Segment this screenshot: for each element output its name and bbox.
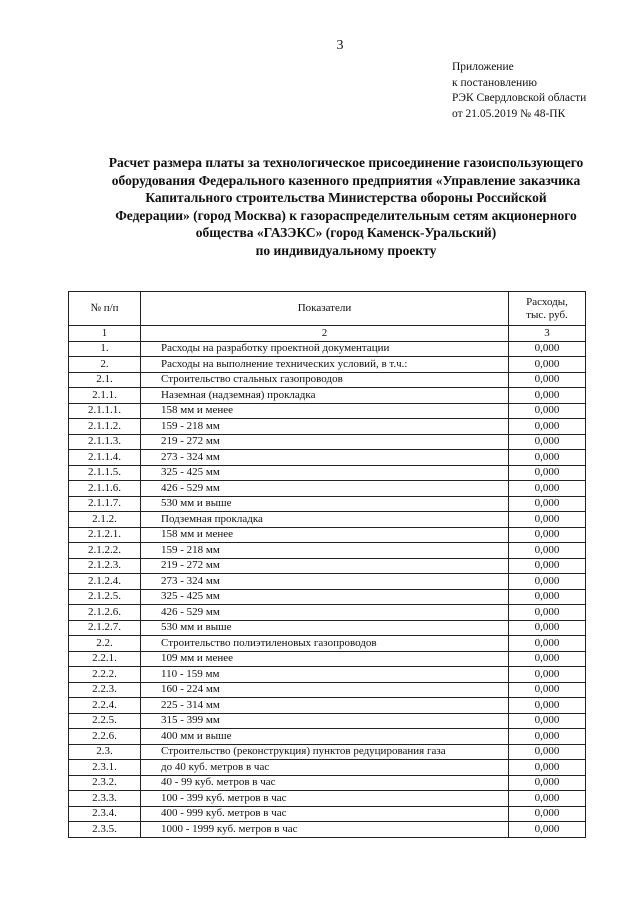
- table-row: [69, 419, 586, 435]
- row-indicator: 159 - 218 мм: [141, 543, 509, 559]
- row-indicator: 160 - 224 мм: [141, 682, 509, 698]
- row-number: 2.3.2.: [69, 775, 141, 791]
- row-number: 2.2.2.: [69, 667, 141, 683]
- row-number: 2.1.2.: [69, 512, 141, 528]
- row-indicator: Расходы на выполнение технических условий, в т.ч.:: [141, 357, 509, 373]
- row-value: 0,000: [509, 806, 586, 822]
- header-value: [509, 292, 586, 326]
- table-row: [69, 605, 586, 621]
- row-indicator: 273 - 324 мм: [141, 450, 509, 466]
- row-value: 0,000: [509, 760, 586, 776]
- table-row: [69, 775, 586, 791]
- row-number: 2.1.2.5.: [69, 589, 141, 605]
- appendix-line: Приложение: [452, 61, 514, 73]
- row-number: 2.3.: [69, 744, 141, 760]
- row-value: 0,000: [509, 636, 586, 652]
- row-value: 0,000: [509, 558, 586, 574]
- table-row: [69, 574, 586, 590]
- calculation-table: [68, 291, 586, 838]
- row-number: 2.1.1.: [69, 388, 141, 404]
- column-number-row: [69, 326, 586, 342]
- row-indicator: до 40 куб. метров в час: [141, 760, 509, 776]
- row-value: 0,000: [509, 713, 586, 729]
- row-value: 0,000: [509, 791, 586, 807]
- header-value-line1: Расходы,: [526, 295, 568, 308]
- table-row: [69, 465, 586, 481]
- row-value: 0,000: [509, 589, 586, 605]
- row-indicator: 219 - 272 мм: [141, 558, 509, 574]
- row-number: 2.1.2.1.: [69, 527, 141, 543]
- row-value: 0,000: [509, 341, 586, 357]
- row-value: 0,000: [509, 434, 586, 450]
- column-number: 2: [141, 326, 509, 342]
- row-number: 2.2.: [69, 636, 141, 652]
- row-value: 0,000: [509, 744, 586, 760]
- row-value: 0,000: [509, 822, 586, 838]
- column-number: 1: [69, 326, 141, 342]
- row-number: 2.2.1.: [69, 651, 141, 667]
- row-indicator: Строительство стальных газопроводов: [141, 372, 509, 388]
- row-indicator: 325 - 425 мм: [141, 589, 509, 605]
- row-value: 0,000: [509, 465, 586, 481]
- row-number: 2.1.1.2.: [69, 419, 141, 435]
- column-number: 3: [509, 326, 586, 342]
- table-row: [69, 791, 586, 807]
- row-value: 0,000: [509, 388, 586, 404]
- table-row: [69, 434, 586, 450]
- table-row: [69, 760, 586, 776]
- table-row: [69, 450, 586, 466]
- row-number: 2.3.3.: [69, 791, 141, 807]
- table-row: [69, 481, 586, 497]
- table-row: [69, 620, 586, 636]
- row-indicator: 110 - 159 мм: [141, 667, 509, 683]
- title-line: Федерации» (город Москва) к газораспределительным сетям акционерного: [115, 207, 577, 223]
- table-row: [69, 636, 586, 652]
- row-value: 0,000: [509, 419, 586, 435]
- row-indicator: 100 - 399 куб. метров в час: [141, 791, 509, 807]
- title-line: Капитального строительства Министерства обороны Российской: [145, 190, 547, 205]
- page-number: 3: [336, 38, 344, 53]
- row-value: 0,000: [509, 682, 586, 698]
- table-row: [69, 403, 586, 419]
- title-line: общества «ГАЗЭКС» (город Каменск-Уральский): [195, 225, 497, 240]
- row-value: 0,000: [509, 620, 586, 636]
- row-number: 2.2.6.: [69, 729, 141, 745]
- table-header-row: [69, 292, 586, 326]
- table-row: [69, 667, 586, 683]
- row-value: 0,000: [509, 512, 586, 528]
- row-number: 2.1.1.1.: [69, 403, 141, 419]
- row-value: 0,000: [509, 651, 586, 667]
- row-indicator: 40 - 99 куб. метров в час: [141, 775, 509, 791]
- title-line: Расчет размера платы за технологическое присоединение газоиспользующего: [108, 155, 584, 170]
- table-row: [69, 822, 586, 838]
- title-line: оборудования Федерального казенного предприятия «Управление заказчика: [111, 172, 581, 188]
- table-row: [69, 713, 586, 729]
- table-row: [69, 744, 586, 760]
- row-indicator: Строительство полиэтиленовых газопроводов: [141, 636, 509, 652]
- row-number: 2.2.4.: [69, 698, 141, 714]
- table-row: [69, 496, 586, 512]
- table-row: [69, 527, 586, 543]
- row-value: 0,000: [509, 667, 586, 683]
- row-indicator: Подземная прокладка: [141, 512, 509, 528]
- row-value: 0,000: [509, 527, 586, 543]
- row-indicator: Наземная (надземная) прокладка: [141, 388, 509, 404]
- appendix-block: [452, 60, 586, 122]
- row-indicator: 109 мм и менее: [141, 651, 509, 667]
- row-number: 2.1.2.3.: [69, 558, 141, 574]
- table-row: [69, 543, 586, 559]
- row-value: 0,000: [509, 543, 586, 559]
- row-value: 0,000: [509, 729, 586, 745]
- row-indicator: 219 - 272 мм: [141, 434, 509, 450]
- row-value: 0,000: [509, 698, 586, 714]
- row-indicator: Строительство (реконструкция) пунктов редуцирования газа: [141, 744, 509, 760]
- row-indicator: 400 мм и выше: [141, 729, 509, 745]
- row-indicator: 530 мм и выше: [141, 620, 509, 636]
- table-row: [69, 357, 586, 373]
- row-indicator: 315 - 399 мм: [141, 713, 509, 729]
- row-number: 2.1.1.3.: [69, 434, 141, 450]
- appendix-line: от 21.05.2019 № 48-ПК: [452, 107, 566, 120]
- row-indicator: 325 - 425 мм: [141, 465, 509, 481]
- table-row: [69, 698, 586, 714]
- table-row: [69, 512, 586, 528]
- row-indicator: 426 - 529 мм: [141, 605, 509, 621]
- row-indicator: 158 мм и менее: [141, 527, 509, 543]
- table-row: [69, 729, 586, 745]
- row-value: 0,000: [509, 450, 586, 466]
- header-num: № п/п: [69, 292, 141, 326]
- row-number: 2.1.1.7.: [69, 496, 141, 512]
- row-number: 2.3.4.: [69, 806, 141, 822]
- document-title: [60, 154, 632, 259]
- row-number: 2.1.2.2.: [69, 543, 141, 559]
- header-value-line2: тыс. руб.: [526, 308, 568, 321]
- row-number: 1.: [69, 341, 141, 357]
- row-number: 2.2.5.: [69, 713, 141, 729]
- row-indicator: 530 мм и выше: [141, 496, 509, 512]
- row-indicator: 225 - 314 мм: [141, 698, 509, 714]
- row-value: 0,000: [509, 496, 586, 512]
- row-number: 2.1.: [69, 372, 141, 388]
- table-row: [69, 558, 586, 574]
- row-indicator: 159 - 218 мм: [141, 419, 509, 435]
- table-row: [69, 589, 586, 605]
- row-value: 0,000: [509, 574, 586, 590]
- row-number: 2.1.2.4.: [69, 574, 141, 590]
- header-name: Показатели: [141, 292, 509, 326]
- row-value: 0,000: [509, 605, 586, 621]
- table-row: [69, 806, 586, 822]
- row-indicator: 273 - 324 мм: [141, 574, 509, 590]
- row-value: 0,000: [509, 357, 586, 373]
- table-row: [69, 341, 586, 357]
- row-value: 0,000: [509, 481, 586, 497]
- row-number: 2.2.3.: [69, 682, 141, 698]
- table-row: [69, 388, 586, 404]
- row-number: 2.1.1.5.: [69, 465, 141, 481]
- table-row: [69, 651, 586, 667]
- row-number: 2.1.2.7.: [69, 620, 141, 636]
- row-indicator: Расходы на разработку проектной документации: [141, 341, 509, 357]
- appendix-line: РЭК Свердловской области: [452, 92, 587, 104]
- row-indicator: 158 мм и менее: [141, 403, 509, 419]
- table-row: [69, 682, 586, 698]
- table-row: [69, 372, 586, 388]
- row-indicator: 426 - 529 мм: [141, 481, 509, 497]
- row-number: 2.1.2.6.: [69, 605, 141, 621]
- row-indicator: 400 - 999 куб. метров в час: [141, 806, 509, 822]
- row-indicator: 1000 - 1999 куб. метров в час: [141, 822, 509, 838]
- row-number: 2.1.1.4.: [69, 450, 141, 466]
- row-number: 2.: [69, 357, 141, 373]
- title-line: по индивидуальному проекту: [255, 242, 437, 258]
- row-value: 0,000: [509, 372, 586, 388]
- row-value: 0,000: [509, 775, 586, 791]
- appendix-line: к постановлению: [452, 76, 537, 89]
- row-value: 0,000: [509, 403, 586, 419]
- row-number: 2.3.5.: [69, 822, 141, 838]
- row-number: 2.3.1.: [69, 760, 141, 776]
- row-number: 2.1.1.6.: [69, 481, 141, 497]
